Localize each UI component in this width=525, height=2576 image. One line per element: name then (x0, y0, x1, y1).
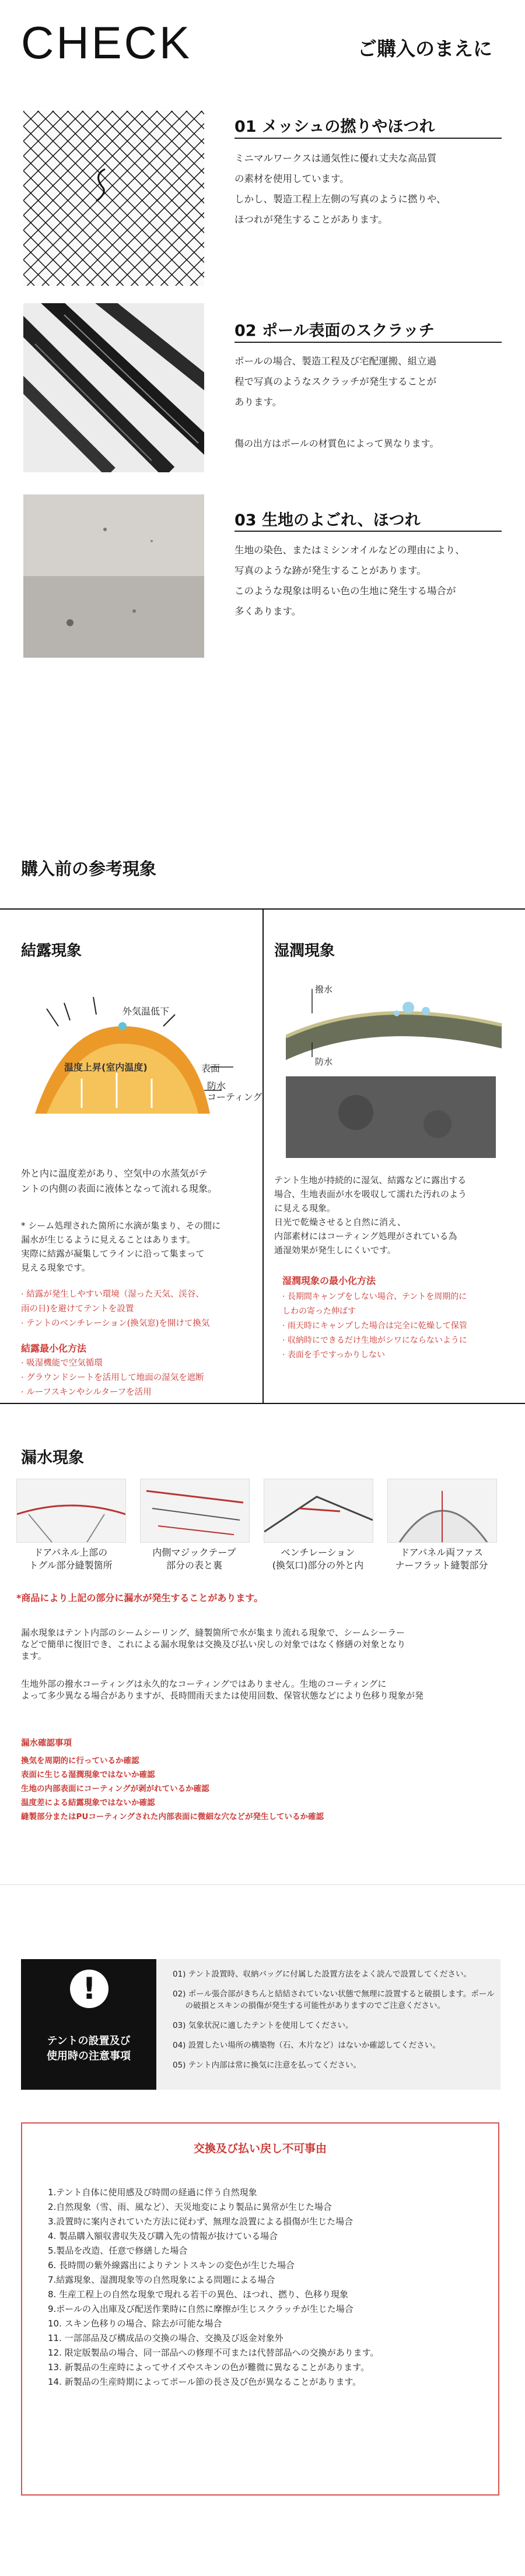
caution-title: テントの設置及び 使用時の注意事項 (47, 2035, 131, 2062)
leak-check-item: 温度差による結露現象ではないか確認 (21, 1798, 155, 1808)
leak-check-item: 表面に生じる湿潤現象ではないか確認 (21, 1770, 155, 1780)
refund-item: 12. 限定版製品の場合、同一部品への修理不可または代替部品への交換があります。 (48, 2347, 379, 2358)
check-03-title: 03 生地のよごれ、ほつれ (235, 511, 421, 529)
leak-image-2 (140, 1479, 250, 1543)
leak-caption-1: ドアパネル上部の トグル部分縫製箇所 (29, 1547, 113, 1571)
leak-check-list (21, 1754, 324, 1824)
min-item: · 吸湿機能で空気循環 (21, 1359, 103, 1368)
check-02-note: 傷の出方はポールの材質色によって異なります。 (235, 438, 439, 449)
condensation-causes (21, 1287, 209, 1331)
caution-box (21, 1959, 156, 2090)
refund-item: 10. スキン色移りの場合、除去が可能な場合 (48, 2318, 222, 2329)
wetting-p1: テント生地が持続的に湿気、結露などに露出する 場合、生地表面が水を吸収して濡れた汚れのよう に見える現象。 日光で乾燥させると自然に消え、 内部素材にはコーティング処理がされている為 通湿効果が発生しにくいです。 (274, 1175, 467, 1255)
check-02-rule (235, 342, 502, 343)
check-03-text: 生地の染色、またはミシンオイルなどの理由により、 写真のような跡が発生することがあります。 このような現象は明るい色の生地に発生する場合が 多くあります。 (235, 545, 465, 617)
caution-list-box (156, 1959, 501, 2090)
check-03-rule (235, 531, 502, 532)
wetting-min-title: 湿潤現象の最小化方法 (282, 1275, 376, 1286)
leak-p2: 生地外部の撥水コーティングは永久的なコーティングではありません。生地のコーティングに よって多少異なる場合がありますが、長時間雨天または使用回数、保管状態などにより色移り現象が発 (21, 1679, 424, 1701)
leak-check-title: 漏水確認事項 (21, 1739, 72, 1748)
reference-bottom-rule (0, 1403, 525, 1404)
refund-item: 4. 製品購入額収書収失及び購入先の情報が抜けている場合 (48, 2231, 278, 2241)
caution-list (173, 1968, 499, 2071)
check-02-title: 02 ポール表面のスクラッチ (235, 322, 435, 340)
condensation-label-surface: 表面 (201, 1063, 220, 1074)
refund-list (48, 2185, 379, 2389)
refund-item: 7.結露現象、湿潤現象等の自然現象による問題による場合 (48, 2275, 275, 2285)
condensation-min-title: 結露最小化方法 (21, 1343, 87, 1354)
leak-check-item: 生地の内部表面にコーティングが剥がれているか確認 (21, 1784, 209, 1794)
leak-check-item: 換気を周期的に行っているか確認 (21, 1756, 139, 1766)
refund-item: 8. 生産工程上の自然な現象で現れる若干の異色、ほつれ、撚り、色移り現象 (48, 2289, 348, 2300)
caution-item: 01) テント設置時、収納バッグに付属した設置方法をよく読んで設置してください。 (173, 1970, 472, 1979)
condensation-p2: * シーム処理された箇所に水滴が集まり、その間に 漏水が生じるように見えることはあります。 実際に結露が凝集してラインに沿って集まって 見える現象です。 (21, 1220, 221, 1273)
condensation-label-outer: 外気温低下 (123, 1006, 170, 1017)
reference-divider (262, 908, 264, 1404)
leak-caption-3: ベンチレーション (換気口)部分の外と内 (272, 1547, 364, 1571)
leak-caption-4: ドアパネル両ファス ナーフラット縫製部分 (395, 1547, 488, 1571)
wet-item: · 長期間キャンプをしない場合、テントを周期的に (282, 1292, 467, 1301)
refund-item: 1.テント自体に使用感及び時間の経過に伴う自然現象 (48, 2187, 257, 2198)
refund-item: 11. 一部部品及び構成品の交換の場合、交換及び返金対象外 (48, 2333, 284, 2343)
check-01-text: ミニマルワークスは通気性に優れ丈夫な高品質 の素材を使用しています。 しかし、製造工程上左側の写真のように撚りや、 ほつれが発生することがあります。 (235, 153, 446, 225)
fabric-photo (23, 494, 204, 658)
leak-image-3 (264, 1479, 373, 1543)
check-01-rule (235, 138, 502, 139)
min-item: · グラウンドシートを活用して地面の湿気を遮断 (21, 1373, 204, 1382)
reference-title: 購入前の参考現象 (21, 859, 157, 879)
refund-item: 9.ポールの入出庫及び配送作業時に自然に摩擦が生じスクラッチが生じた場合 (48, 2304, 354, 2314)
caution-item: 05) テント内部は常に換気に注意を払ってください。 (173, 2061, 362, 2070)
leak-warning: *商品により上記の部分に漏水が発生することがあります。 (16, 1592, 264, 1603)
refund-item: 3.設置時に案内されていた方法に従わず、無理な設置による損傷が生じた場合 (48, 2216, 354, 2227)
mesh-photo (23, 111, 204, 286)
header-title-en: CHECK (21, 17, 192, 68)
cause-item: · 結露が発生しやすい環境（湿った天気、渓谷、 (21, 1290, 204, 1299)
leak-p1: 漏水現象はテント内部のシームシーリング、縫製箇所で水が集まり流れる現象で、シームシーラー などで簡単に復旧でき、これによる漏水現象は交換及び払い戻しの対象ではなく修繕の対象となり ます。 (21, 1627, 406, 1661)
wetting-label-water: 撥水 (315, 984, 333, 995)
refund-item: 2.自然現象（雪、雨、風など）、天災地変により製品に異常が生じた場合 (48, 2202, 332, 2212)
pole-photo (23, 303, 204, 472)
leak-title: 漏水現象 (21, 1449, 84, 1467)
caution-item: 03) 気象状況に適したテントを使用してください。 (173, 2021, 354, 2030)
condensation-p1: 外と内に温度差があり、空気中の水蒸気がテ ントの内側の表面に液体となって流れる現象。 (21, 1168, 218, 1194)
cause-item: · テントのベンチレーション(換気窓)を開けて換気 (21, 1319, 210, 1328)
exclamation-icon: ! (70, 1970, 108, 2008)
wet-item: · 収納時にできるだけ生地がシワにならないように (282, 1336, 467, 1345)
check-02-text: ポールの場合、製造工程及び宅配運搬、組立過 程で写真のようなスクラッチが発生することが あります。 (235, 356, 437, 408)
caution-item: 02) ポール張合部がきちんと結結されていない状態で無理に設置すると破損します。ポール の破損とスキンの損傷が発生する可能性がありますのでご注意ください。 (173, 1989, 495, 2010)
cause-item: 雨の日)を避けてテントを設置 (21, 1304, 134, 1314)
leak-bottom-rule (0, 1884, 525, 1885)
refund-title: 交換及び払い戻し不可事由 (193, 2142, 327, 2155)
header-title-ja: ご購入のまえに (358, 37, 492, 60)
condensation-label-inner: 温度上昇(室内温度) (64, 1062, 148, 1073)
check-01-title: 01 メッシュの撚りやほつれ (235, 118, 435, 136)
wetting-title: 湿潤現象 (274, 942, 335, 960)
wet-item: · 雨天時にキャンプした場合は完全に乾燥して保管 (282, 1321, 467, 1331)
caution-item: 04) 設置したい場所の構築物（石、木片など）はないか確認してください。 (173, 2041, 440, 2050)
condensation-diagram (23, 980, 257, 1131)
leak-image-1 (16, 1479, 126, 1543)
condensation-min-list (21, 1356, 204, 1400)
wetting-min-list (282, 1290, 467, 1363)
refund-item: 6. 長時間の紫外線露出によりテントスキンの変色が生じた場合 (48, 2260, 295, 2270)
leak-check-item: 縫製部分またはPUコーティングされた内部表面に微細な穴などが発生しているか確認 (21, 1812, 324, 1822)
refund-item: 13. 新製品の生産時によってサイズやスキンの色が難微に異なることがあります。 (48, 2362, 370, 2373)
min-item: · ルーフスキンやシルターフを活用 (21, 1388, 152, 1397)
leak-caption-2: 内側マジックテープ 部分の表と裏 (152, 1547, 236, 1571)
wet-item: しわの寄った伸ばす (282, 1307, 356, 1316)
wetting-label-proof: 防水 (315, 1057, 333, 1067)
leak-image-4 (387, 1479, 497, 1543)
wet-item: · 表面を手ですっかりしない (282, 1350, 386, 1360)
refund-box (21, 2122, 499, 2496)
refund-item: 14. 新製品の生産時期によってポール節の長さ及び色が異なることがあります。 (48, 2377, 362, 2387)
refund-item: 5.製品を改造、任意で修繕した場合 (48, 2245, 188, 2256)
condensation-title: 結露現象 (21, 942, 82, 960)
condensation-label-coating: 防水 コーティング (207, 1080, 262, 1103)
